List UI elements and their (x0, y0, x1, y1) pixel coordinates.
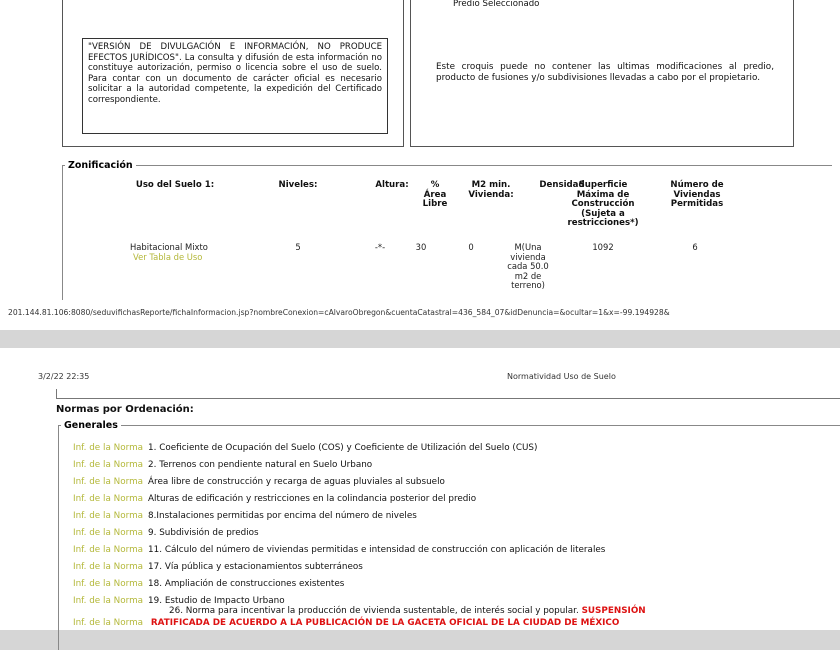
report-page-2 (0, 348, 840, 630)
norma-text: 19. Estudio de Impacto Urbano (148, 596, 285, 606)
croquis-note: Este croquis puede no contener las ultimas modificaciones al predio, producto de fusiones y/o subdivisiones llevadas a cabo por el propietario. (436, 62, 774, 83)
page-url-footer: 201.144.81.106:8080/seduvifichasReporte/fichaInformacion.jsp?nombreConexion=cAlvaroObregon&cuentaCatastral=436_584_07&idDenuncia=&ocultar=1&x=-99.194928& (8, 308, 670, 317)
norma-row (73, 477, 445, 487)
cell-densidad: M(Una vivienda cada 50.0 m2 de terreno) (507, 242, 549, 291)
norma-text: 17. Vía pública y estacionamientos subterráneos (148, 562, 363, 572)
cell-area-libre: 30 (415, 242, 427, 252)
inf-norma-link[interactable]: Inf. de la Norma (73, 579, 144, 589)
norma-text: 18. Ampliación de construcciones existentes (148, 579, 345, 589)
norma-row (73, 579, 344, 589)
norma-row (73, 528, 259, 538)
norma-row (73, 460, 372, 470)
inf-norma-link[interactable]: Inf. de la Norma (73, 618, 144, 628)
print-date: 3/2/22 22:35 (38, 372, 90, 381)
inf-norma-link[interactable]: Inf. de la Norma (73, 477, 144, 487)
inf-norma-link[interactable]: Inf. de la Norma (73, 528, 144, 538)
cell-uso: Habitacional Mixto (130, 242, 208, 252)
norma-row (73, 596, 285, 606)
norma-text: 2. Terrenos con pendiente natural en Suelo Urbano (148, 460, 373, 470)
inf-norma-link[interactable]: Inf. de la Norma (73, 596, 144, 606)
header-superficie: Superficie Máxima de Construcción (Sujeta a restricciones*) (567, 180, 639, 229)
norma-26-text: 26. Norma para incentivar la producción de vivienda sustentable, de interés social y popular. (169, 606, 579, 616)
norma-text: 8.Instalaciones permitidas por encima del número de niveles (148, 511, 417, 521)
header-num-viviendas: Número de Viviendas Permitidas (670, 180, 724, 210)
norma-text: Área libre de construcción y recarga de aguas pluviales al subsuelo (148, 477, 445, 487)
norma-26-row (169, 606, 646, 616)
header-altura: Altura: (375, 180, 409, 190)
norma-row (73, 443, 537, 453)
cell-m2-min: 0 (468, 242, 474, 252)
norma-text: 1. Coeficiente de Ocupación del Suelo (COS) y Coeficiente de Utilización del Suelo (CUS) (148, 443, 538, 453)
norma-26-row-2 (73, 618, 619, 628)
header-divider (56, 389, 840, 399)
inf-norma-link[interactable]: Inf. de la Norma (73, 545, 144, 555)
inf-norma-link[interactable]: Inf. de la Norma (73, 562, 144, 572)
cell-niveles: 5 (295, 242, 301, 252)
map-caption: Predio Seleccionado (453, 0, 540, 9)
norma-text: 9. Subdivisión de predios (148, 528, 259, 538)
header-densidad: Densidad (539, 180, 585, 190)
inf-norma-link[interactable]: Inf. de la Norma (73, 443, 144, 453)
norma-text: 11. Cálculo del número de viviendas permitidas e intensidad de construcción con aplicación de literales (148, 545, 606, 555)
print-title: Normatividad Uso de Suelo (507, 372, 616, 381)
norma-row (73, 494, 476, 504)
normas-title: Normas por Ordenación: (56, 404, 194, 415)
norma-row (73, 511, 417, 521)
cell-superficie: 1092 (592, 242, 614, 252)
cell-altura: -*- (374, 242, 386, 252)
norma-26-ratificada: RATIFICADA DE ACUERDO A LA PUBLICACIÓN DE LA GACETA OFICIAL DE LA CIUDAD DE MÉXICO (150, 618, 620, 628)
header-uso: Uso del Suelo 1: (135, 180, 215, 190)
norma-row (73, 545, 605, 555)
header-area-libre: % Área Libre (422, 180, 448, 210)
header-m2-min: M2 min. Vivienda: (468, 180, 514, 200)
header-niveles: Niveles: (278, 180, 318, 190)
norma-row (73, 562, 363, 572)
generales-legend: Generales (64, 420, 118, 431)
inf-norma-link[interactable]: Inf. de la Norma (73, 511, 144, 521)
inf-norma-link[interactable]: Inf. de la Norma (73, 460, 144, 470)
cell-num-viviendas: 6 (692, 242, 698, 252)
zonificacion-legend: Zonificación (68, 160, 133, 171)
legal-disclaimer: "VERSIÓN DE DIVULGACIÓN E INFORMACIÓN, NO PRODUCE EFECTOS JURÍDICOS". La consulta y difusión de esta información no constituye autorización, permiso o licencia sobre el uso de suelo. Para contar con un documento de carácter oficial es necesario solicitar a la autoridad competente, la expedición del Certificado correspondiente. (82, 38, 388, 134)
norma-26-suspension: SUSPENSIÓN (581, 606, 646, 616)
norma-text: Alturas de edificación y restricciones en la colindancia posterior del predio (148, 494, 477, 504)
inf-norma-link[interactable]: Inf. de la Norma (73, 494, 144, 504)
ver-tabla-de-uso-link[interactable]: Ver Tabla de Uso (133, 252, 203, 262)
